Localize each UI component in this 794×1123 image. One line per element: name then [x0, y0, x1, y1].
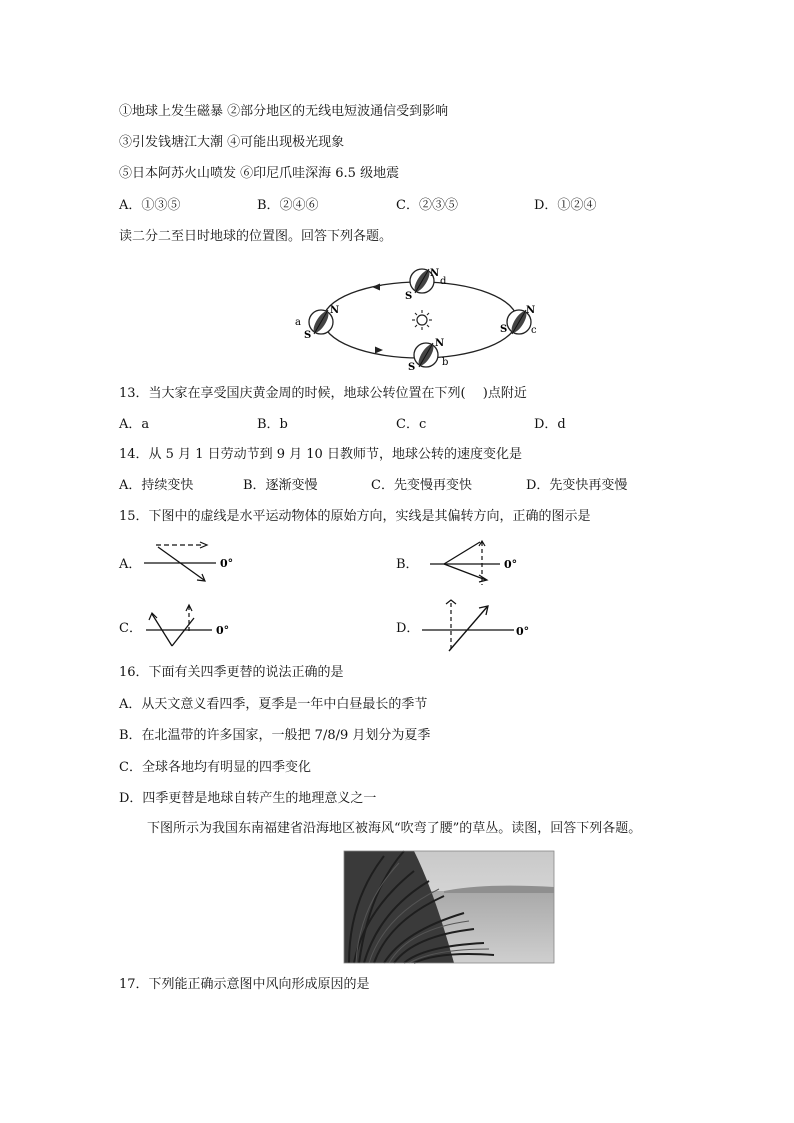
north-label-a: N	[330, 305, 340, 316]
earth-position-a	[295, 305, 339, 341]
pos-label-a: a	[295, 317, 301, 328]
q15-figure-a	[140, 538, 250, 586]
q14-option-a: A．持续变快	[119, 478, 194, 493]
q15-stem: 15．下图中的虚线是水平运动物体的原始方向，实线是其偏转方向，正确的图示是	[119, 509, 591, 524]
q16-stem: 16．下面有关四季更替的说法正确的是	[119, 665, 344, 680]
q12-item-line-2: ③引发钱塘江大潮 ④可能出现极光现象	[119, 135, 345, 150]
equator-degree-c: 0°	[216, 624, 230, 637]
sun-icon	[412, 310, 432, 330]
q15-figure-b	[424, 536, 534, 588]
q15-figure-d	[420, 597, 535, 655]
q15-label-a: A．	[119, 557, 142, 572]
north-label-b: N	[435, 338, 445, 349]
q17-stem: 17．下列能正确示意图中风向形成原因的是	[119, 977, 370, 992]
q12-option-a: A．①③⑤	[119, 198, 181, 213]
south-label-d: S	[405, 291, 413, 302]
q13-option-d: D．d	[534, 417, 566, 432]
q15-figure-c	[140, 602, 250, 652]
pos-label-b: b	[442, 357, 449, 368]
q16-option-a: A．从天文意义看四季，夏季是一年中白昼最长的季节	[119, 697, 428, 712]
q12-item-line-3: ⑤日本阿苏火山喷发 ⑥印尼爪哇深海 6.5 级地震	[119, 166, 400, 181]
q12-option-b: B．②④⑥	[257, 198, 319, 213]
q12-option-c: C．②③⑤	[396, 198, 458, 213]
earth-orbit-diagram	[290, 258, 550, 376]
q14-stem: 14．从 5 月 1 日劳动节到 9 月 10 日教师节，地球公转的速度变化是	[119, 447, 522, 462]
orbit-arrow-top	[372, 284, 380, 291]
q16-option-c: C．全球各地均有明显的四季变化	[119, 760, 311, 775]
q12-item-line-1: ①地球上发生磁暴 ②部分地区的无线电短波通信受到影响	[119, 104, 449, 119]
q12-option-d: D．①②④	[534, 198, 597, 213]
q14-option-c: C．先变慢再变快	[371, 478, 472, 493]
orbit-arrow-bottom	[375, 347, 383, 354]
windblown-grass-photo	[344, 851, 554, 963]
q13-stem: 13．当大家在享受国庆黄金周的时候，地球公转位置在下列( )点附近	[119, 386, 527, 401]
q15-label-b: B．	[396, 557, 419, 572]
earth-position-d	[405, 268, 447, 302]
q15-label-c: C．	[119, 621, 142, 636]
q15-label-d: D．	[396, 621, 420, 636]
q14-option-d: D．先变快再变慢	[526, 478, 628, 493]
earth-position-c	[500, 305, 537, 336]
q16-option-d: D．四季更替是地球自转产生的地理意义之一	[119, 791, 377, 806]
north-label-d: N	[430, 268, 440, 279]
equator-degree-b: 0°	[504, 558, 518, 571]
earth-position-b	[408, 338, 448, 373]
pos-label-c: c	[531, 325, 537, 336]
q13-option-a: A．a	[119, 417, 150, 432]
north-label-c: N	[526, 305, 536, 316]
q14-option-b: B．逐渐变慢	[243, 478, 318, 493]
equator-degree-a: 0°	[220, 557, 234, 570]
equator-degree-d: 0°	[516, 625, 530, 638]
pos-label-d: d	[440, 276, 447, 287]
south-label-a: S	[304, 330, 312, 341]
q16-option-b: B．在北温带的许多国家，一般把 7/8/9 月划分为夏季	[119, 728, 431, 743]
grass-intro: 下图所示为我国东南福建省沿海地区被海风“吹弯了腰”的草丛。读图，回答下列各题。	[147, 821, 642, 836]
orbit-intro: 读二分二至日时地球的位置图。回答下列各题。	[119, 229, 393, 244]
south-label-c: S	[500, 324, 508, 335]
q13-option-b: B．b	[257, 417, 288, 432]
q13-option-c: C．c	[396, 417, 427, 432]
south-label-b: S	[408, 362, 416, 373]
